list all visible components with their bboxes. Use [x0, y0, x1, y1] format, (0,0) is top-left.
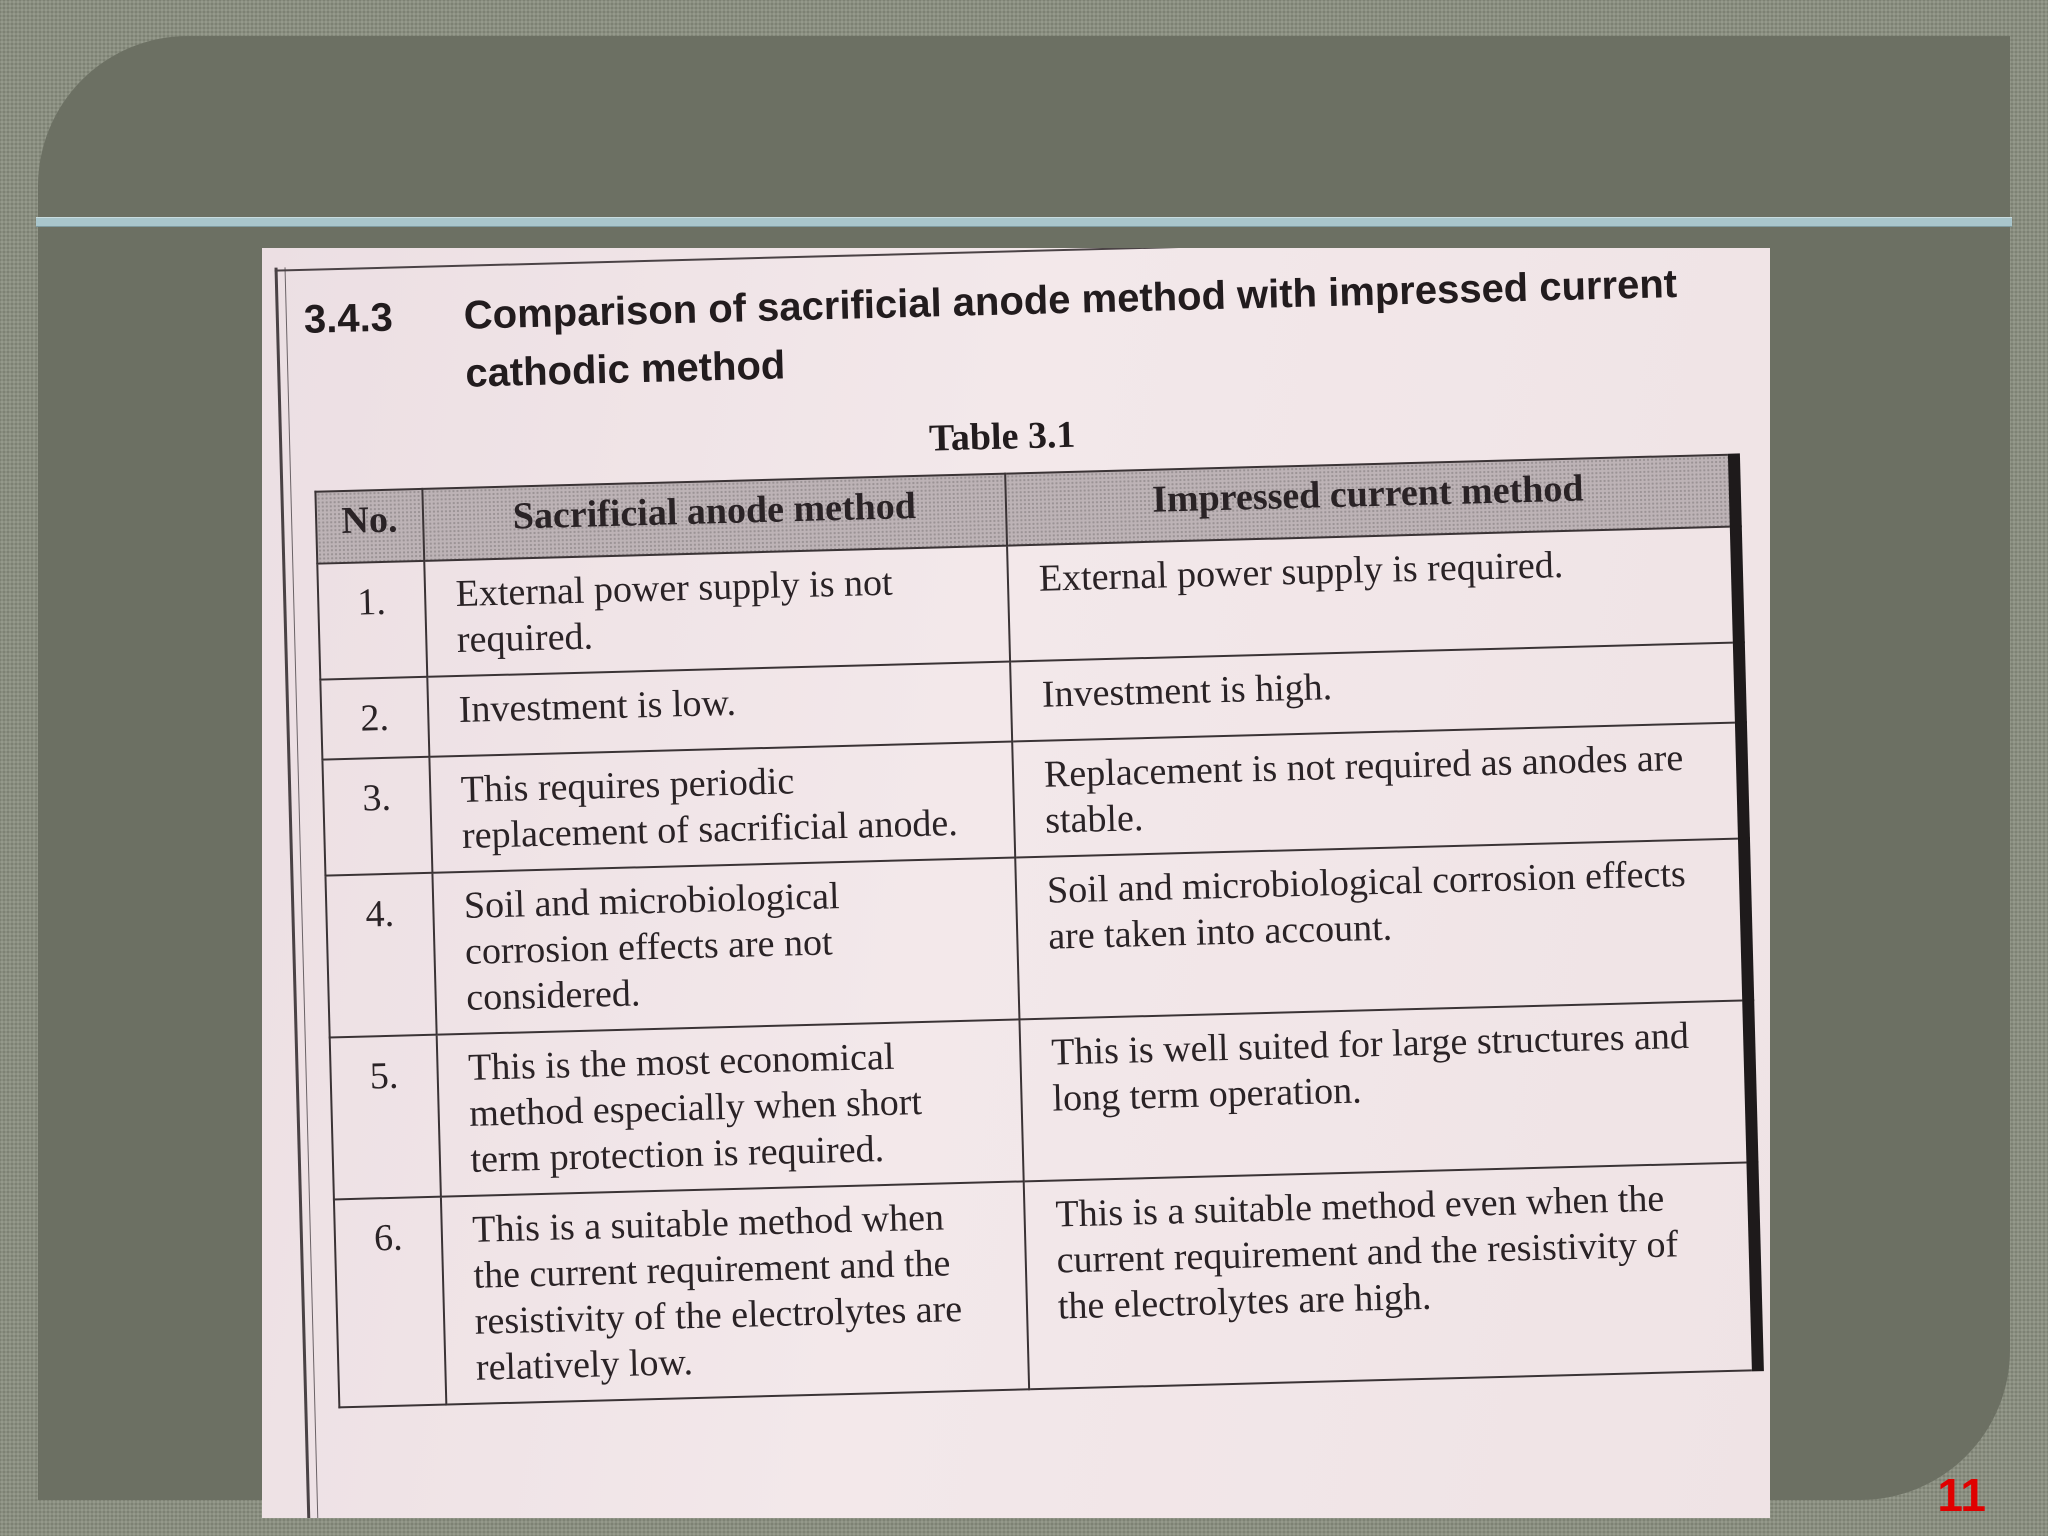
sacrificial-cell: Investment is low.	[427, 662, 1012, 757]
sacrificial-cell: This is the most economical method especially when short term protection is required.	[436, 1019, 1023, 1196]
section-title: Comparison of sacrificial anode method with impressed current cathodic method	[463, 261, 1678, 396]
row-number: 6.	[334, 1197, 446, 1408]
impressed-cell: This is well suited for large structures and long term operation.	[1019, 1000, 1752, 1181]
slide-page-number: 11	[1937, 1469, 1986, 1521]
scanned-page-content	[262, 248, 1770, 1518]
header-sacrificial: Sacrificial anode method	[422, 474, 1007, 561]
row-number: 2.	[320, 677, 429, 760]
impressed-cell: Investment is high.	[1010, 642, 1741, 741]
header-no: No.	[315, 489, 423, 564]
section-heading	[303, 253, 1746, 407]
comparison-table	[314, 453, 1764, 1408]
impressed-cell: Replacement is not required as anodes are stable.	[1012, 722, 1744, 857]
impressed-cell: Soil and microbiological corrosion effects are taken into account.	[1015, 838, 1748, 1019]
header-impressed: Impressed current method	[1005, 455, 1736, 546]
row-number: 4.	[325, 873, 436, 1038]
row-number: 5.	[330, 1035, 441, 1200]
sacrificial-cell: This is a suitable method when the current requirement and the resistivity of the electrolytes are relatively low.	[440, 1181, 1029, 1404]
sacrificial-cell: This requires periodic replacement of sacrificial anode.	[429, 742, 1015, 873]
table-caption: Table 3.1	[928, 413, 1076, 460]
scanned-page-image	[262, 248, 1770, 1518]
row-number: 1.	[317, 561, 427, 680]
table-row	[334, 1162, 1758, 1407]
section-number: 3.4.3	[303, 295, 394, 342]
sacrificial-cell: Soil and microbiological corrosion effects are not considered.	[432, 857, 1019, 1034]
title-divider	[36, 217, 2012, 227]
impressed-cell: This is a suitable method even when the current requirement and the resistivity of the electrolytes are high.	[1024, 1162, 1758, 1389]
row-number: 3.	[322, 757, 432, 876]
sacrificial-cell: External power supply is not required.	[424, 546, 1010, 677]
impressed-cell: External power supply is required.	[1007, 527, 1739, 662]
